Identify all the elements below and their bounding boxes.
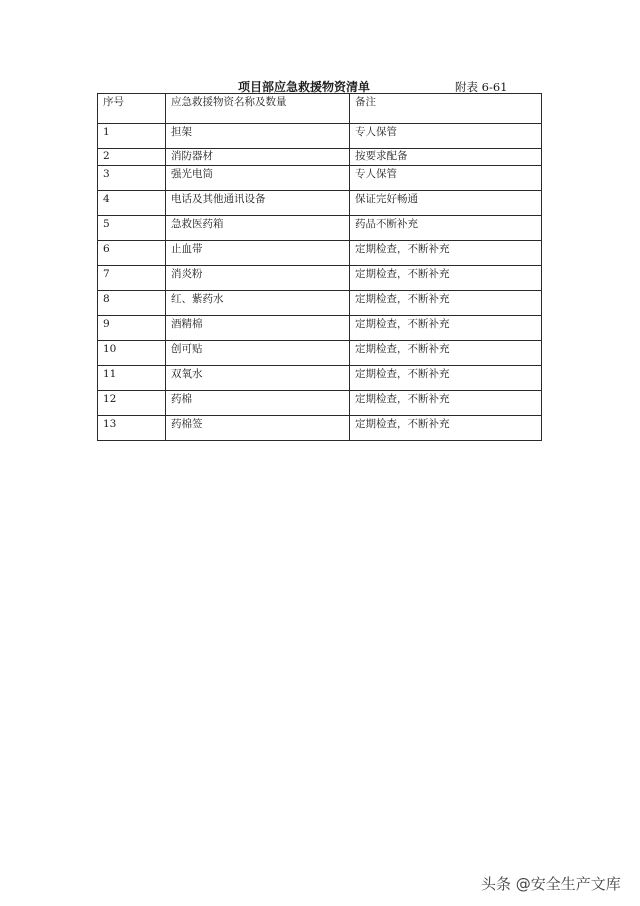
cell-remark: 定期检查，不断补充: [350, 266, 542, 291]
header-no: 序号: [98, 94, 166, 124]
cell-name: 消防器材: [166, 149, 350, 166]
cell-no: 8: [98, 291, 166, 316]
cell-remark: 定期检查，不断补充: [350, 391, 542, 416]
appendix-label: 附表 6-61: [455, 80, 508, 94]
table-row: [98, 149, 542, 166]
cell-remark: 定期检查，不断补充: [350, 341, 542, 366]
cell-remark: 定期检查，不断补充: [350, 291, 542, 316]
cell-remark: 药品不断补充: [350, 216, 542, 241]
cell-no: 1: [98, 124, 166, 149]
cell-no: 3: [98, 166, 166, 191]
cell-name: 担架: [166, 124, 350, 149]
cell-name: 止血带: [166, 241, 350, 266]
cell-no: 9: [98, 316, 166, 341]
cell-no: 12: [98, 391, 166, 416]
cell-no: 2: [98, 149, 166, 166]
cell-no: 6: [98, 241, 166, 266]
cell-no: 10: [98, 341, 166, 366]
table-row: [98, 391, 542, 416]
cell-name: 酒精棉: [166, 316, 350, 341]
cell-name: 强光电筒: [166, 166, 350, 191]
cell-name: 电话及其他通讯设备: [166, 191, 350, 216]
cell-remark: 保证完好畅通: [350, 191, 542, 216]
cell-no: 7: [98, 266, 166, 291]
cell-remark: 定期检查，不断补充: [350, 416, 542, 441]
table-row: [98, 291, 542, 316]
table-row: [98, 241, 542, 266]
table-row: [98, 416, 542, 441]
table-row: [98, 316, 542, 341]
cell-remark: 定期检查，不断补充: [350, 366, 542, 391]
cell-name: 药棉: [166, 391, 350, 416]
cell-remark: 专人保管: [350, 166, 542, 191]
cell-remark: 按要求配备: [350, 149, 542, 166]
table-row: [98, 124, 542, 149]
table-header-row: [98, 94, 542, 124]
header-name: 应急救援物资名称及数量: [166, 94, 350, 124]
cell-name: 创可贴: [166, 341, 350, 366]
table-row: [98, 366, 542, 391]
table-row: [98, 341, 542, 366]
cell-no: 4: [98, 191, 166, 216]
table-row: [98, 266, 542, 291]
cell-remark: 定期检查，不断补充: [350, 241, 542, 266]
cell-name: 急救医药箱: [166, 216, 350, 241]
cell-name: 双氧水: [166, 366, 350, 391]
table-row: [98, 216, 542, 241]
document-title: 项目部应急救援物资清单: [238, 80, 371, 94]
supplies-table: [97, 93, 542, 441]
watermark: 头条 @安全生产文库: [481, 875, 621, 893]
table-row: [98, 191, 542, 216]
cell-remark: 专人保管: [350, 124, 542, 149]
table-row: [98, 166, 542, 191]
cell-name: 红、紫药水: [166, 291, 350, 316]
header-remark: 备注: [350, 94, 542, 124]
cell-name: 消炎粉: [166, 266, 350, 291]
cell-no: 11: [98, 366, 166, 391]
cell-no: 13: [98, 416, 166, 441]
cell-no: 5: [98, 216, 166, 241]
cell-remark: 定期检查，不断补充: [350, 316, 542, 341]
cell-name: 药棉签: [166, 416, 350, 441]
